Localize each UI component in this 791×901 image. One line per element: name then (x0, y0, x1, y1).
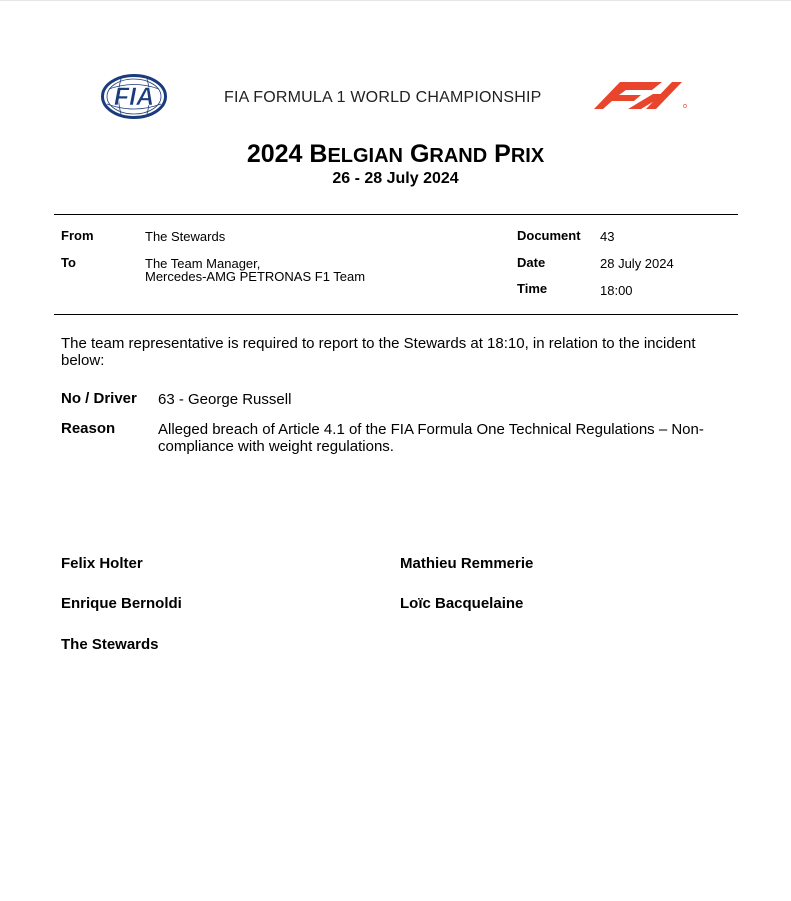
steward-signature-1: Felix Holter (61, 555, 143, 572)
reason-value: Alleged breach of Article 4.1 of the FIA Formula One Technical Regulations – Non-compliance with weight regulations. (158, 421, 704, 455)
event-title: 2024 BELGIAN GRAND PRIX (246, 140, 545, 168)
stewards-footer: The Stewards (61, 636, 159, 653)
time-value: 18:00 (600, 283, 633, 298)
document-label: Document (517, 228, 581, 243)
reason-label: Reason (61, 420, 116, 437)
divider-top (54, 214, 738, 215)
driver-label: No / Driver (61, 390, 137, 407)
steward-signature-4: Loïc Bacquelaine (400, 595, 524, 612)
time-label: Time (517, 281, 548, 296)
to-value-line2: Mercedes-AMG PETRONAS F1 Team (145, 269, 366, 284)
summons-intro: The team representative is required to report to the Stewards at 18:10, in relation to the incident below: (61, 335, 696, 369)
to-label: To (61, 255, 76, 270)
championship-title: FIA FORMULA 1 WORLD CHAMPIONSHIP (224, 89, 542, 106)
driver-value: 63 - George Russell (158, 391, 292, 408)
divider-bottom (54, 314, 738, 315)
from-label: From (61, 228, 94, 243)
svg-text:FIA: FIA (113, 83, 155, 111)
document-value: 43 (600, 229, 615, 244)
f1-logo (594, 82, 690, 109)
date-label: Date (517, 255, 546, 270)
steward-signature-2: Mathieu Remmerie (400, 555, 534, 572)
date-value: 28 July 2024 (600, 256, 674, 271)
page-top-border (0, 0, 791, 1)
steward-signature-3: Enrique Bernoldi (61, 595, 182, 612)
event-dates: 26 - 28 July 2024 (332, 170, 459, 187)
fia-logo (101, 74, 167, 119)
from-value: The Stewards (145, 229, 226, 244)
to-value-line1: The Team Manager, (145, 256, 261, 271)
